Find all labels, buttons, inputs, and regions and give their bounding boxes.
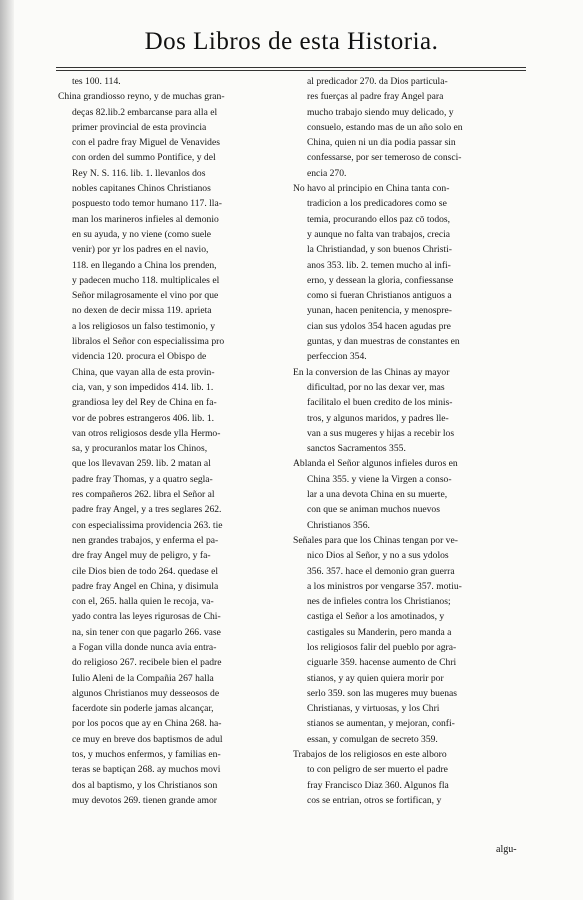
index-entry-line: padre fray Angel, y a tres seglares 262. <box>72 504 222 516</box>
index-entry-line: cile Dios bien de todo 264. quedase el <box>72 565 219 577</box>
index-column-left <box>58 74 276 808</box>
index-entry-line: China grandiosso reyno, y de muchas gran- <box>58 91 225 103</box>
index-entry-line: sa, y procuranlos matar los Chinos, <box>72 443 208 455</box>
index-entry-line: China, que vayan alla de esta provin- <box>72 366 215 378</box>
index-entry-line: serlo 359. son las mugeres muy buenas <box>307 687 458 699</box>
index-entry-line: castiga el Señor a los amotinados, y <box>307 611 445 623</box>
running-title: Dos Libros de esta Historia. <box>144 28 439 55</box>
index-entry-line: primer provincial de esta provincia <box>72 121 207 133</box>
index-entry-line: dre fray Angel muy de peligro, y fa- <box>72 550 211 562</box>
index-entry-line: videncia 120. procura el Obispo de <box>72 351 207 363</box>
index-entry-line: yado contra las leyes rigurosas de Chi- <box>72 611 221 623</box>
page-header <box>0 22 583 62</box>
index-entry-line: van otros religiosos desde ylla Hermo- <box>72 427 221 439</box>
index-entry-line: ce muy en breve dos baptismos de adul <box>72 733 223 745</box>
index-entry-line: libralos el Señor con especialissima pro <box>72 336 225 348</box>
index-entry-line: Señales para que los Chinas tengan por ve- <box>293 534 458 546</box>
index-entry-line: con especialissima providencia 263. tie <box>72 519 223 531</box>
index-entry-line: 118. en llegando a China los prenden, <box>72 259 217 271</box>
book-spine-shadow <box>0 0 14 900</box>
index-entry-line: con orden del summo Pontifice, y del <box>72 152 216 164</box>
index-entry-line: tos, y muchos enfermos, y familias en- <box>72 749 221 761</box>
index-entry-line: Iulio Aleni de la Compañia 267 halla <box>72 672 214 684</box>
index-entry-line: Ablanda el Señor algunos infieles duros en <box>293 458 458 470</box>
index-entry-line: y aunque no falta van trabajos, crecia <box>307 228 451 240</box>
index-entry-line: tros, y algunos maridos, y padres lle- <box>307 412 449 424</box>
index-entry-line: al predicador 270. da Dios particula- <box>307 76 448 87</box>
index-entry-line: que los llevavan 259. lib. 2 matan al <box>72 458 211 470</box>
index-entry-line: stianos se aumentan, y mejoran, confi- <box>307 718 455 730</box>
catchword: algu- <box>496 844 517 855</box>
index-entry-line: nen grandes trabajos, y enferma el pa- <box>72 534 219 546</box>
index-entry-line: erno, y dessean la gloria, confiessanse <box>307 274 454 286</box>
index-entry-line: yunan, hacen penitencia, y menospre- <box>307 305 452 317</box>
index-entry-line: en su ayuda, y no viene (como suele <box>72 228 212 240</box>
index-entry-line: stianos, y ay quien quiera morir por <box>307 672 444 684</box>
index-entry-line: res fuerças al padre fray Angel para <box>307 91 444 103</box>
index-entry-line: algunos Christianos muy desseosos de <box>72 687 220 699</box>
index-entry-line: castigales su Manderin, pero manda a <box>307 626 452 638</box>
index-entry-line: consuelo, estando mas de un año solo en <box>307 121 463 133</box>
index-entry-line: cian sus ydolos 354 hacen agudas pre <box>307 320 451 332</box>
index-entry-line: a Fogan villa donde nunca avia entra- <box>72 641 217 653</box>
index-entry-line: cia, van, y son impedidos 414. lib. 1. <box>72 381 214 393</box>
index-entry-line: facilitalo el buen credito de los minis- <box>307 397 453 409</box>
index-entry-line: Señor milagrosamente el vino por que <box>72 290 219 302</box>
index-entry-line: essan, y comulgan de secreto 359. <box>307 733 438 745</box>
index-entry-line: ciguarle 359. hacense aumento de Chri <box>307 657 457 669</box>
index-entry-line: Rey N. S. 116. lib. 1. llevanlos dos <box>72 167 206 179</box>
index-entry-line: to con peligro de ser muerto el padre <box>307 764 448 776</box>
index-entry-line: la Christiandad, y son buenos Christi- <box>307 244 452 256</box>
index-entry-line: anos 353. lib. 2. temen mucho al infi- <box>307 259 451 271</box>
index-entry-line: man los marineros infieles al demonio <box>72 213 219 225</box>
index-column-right <box>293 74 525 808</box>
index-entry-line: a los ministros por vengarse 357. motiu- <box>307 580 462 592</box>
index-entry-line: dos al baptismo, y los Christianos son <box>72 779 218 791</box>
index-entry-line: na, sin tener con que pagarlo 266. vase <box>72 626 221 638</box>
index-entry-line: China 355. y viene la Virgen a conso- <box>307 473 452 485</box>
index-entry-line: por los pocos que ay en China 268. ha- <box>72 718 222 730</box>
index-entry-line: y padecen mucho 118. multiplicales el <box>72 274 220 286</box>
index-entry-line: tradicion a los predicadores como se <box>307 198 447 210</box>
index-entry-line: padre fray Thomas, y a quatro segla- <box>72 473 213 485</box>
index-entry-line: China, quien ni un dia podia passar sin <box>307 137 456 149</box>
header-rule-lower <box>56 70 526 71</box>
index-entry-line: Christianas, y virtuosas, y los Chri <box>307 703 440 715</box>
index-entry-line: van a sus mugeres y hijas a recebir los <box>307 427 455 439</box>
index-entry-line: confessarse, por ser temeroso de consci- <box>307 152 462 164</box>
index-entry-line: vor de pobres estrangeros 406. lib. 1. <box>72 412 215 424</box>
index-entry-line: no dexen de decir missa 119. aprieta <box>72 305 212 317</box>
index-entry-line: nobles capitanes Chinos Christianos <box>72 183 211 195</box>
index-entry-line: con el padre fray Miguel de Venavides <box>72 137 220 149</box>
index-entry-line: venir) por yr los padres en el navio, <box>72 244 209 256</box>
index-entry-line: pospuesto todo temor humano 117. lla- <box>72 198 222 210</box>
index-entry-line: a los religiosos un falso testimonio, y <box>72 320 216 332</box>
index-entry-line: sanctos Sacramentos 355. <box>307 443 406 455</box>
index-entry-line: como si fueran Christianos antiguos a <box>307 290 452 302</box>
index-entry-line: No havo al principio en China tanta con- <box>293 183 450 195</box>
index-entry-line: fray Francisco Diaz 360. Algunos fla <box>307 779 449 791</box>
index-entry-line: con el, 265. halla quien le recoja, va- <box>72 596 214 608</box>
index-entry-line: los religiosos falir del pueblo por agra- <box>307 641 457 653</box>
index-entry-line: encia 270. <box>307 167 347 179</box>
index-entry-line: muy devotos 269. tienen grande amor <box>72 794 217 806</box>
index-entry-line: do religioso 267. recibele bien el padre <box>72 657 222 669</box>
index-entry-line: con que se animan muchos nuevos <box>307 504 440 516</box>
index-entry-line: nico Dios al Señor, y no a sus ydolos <box>307 550 449 562</box>
index-entry-line: temia, procurando ellos paz cō todos, <box>307 213 451 225</box>
index-entry-line: Christianos 356. <box>307 519 370 531</box>
index-entry-line: guntas, y dan muestras de constantes en <box>307 336 460 348</box>
index-entry-line: tes 100. 114. <box>72 76 121 87</box>
index-entry-line: dificultad, por no las dexar ver, mas <box>307 381 445 393</box>
index-entry-line: grandiosa ley del Rey de China en fa- <box>72 397 217 409</box>
index-entry-line: facerdote sin poderle jamas alcançar, <box>72 703 214 715</box>
index-entry-line: perfeccion 354. <box>307 351 367 363</box>
index-entry-line: res compañeros 262. libra el Señor al <box>72 489 215 501</box>
index-entry-line: Trabajos de los religiosos en este alboro <box>293 749 447 761</box>
index-entry-line: cos se entrian, otros se fortifican, y <box>307 794 442 806</box>
index-entry-line: nes de infieles contra los Christianos; <box>307 596 451 608</box>
header-rule <box>56 67 526 68</box>
index-entry-line: deças 82.lib.2 embarcanse para alla el <box>72 106 218 118</box>
index-entry-line: padre fray Angel en China, y disimula <box>72 580 219 592</box>
index-entry-line: 356. 357. hace el demonio gran guerra <box>307 565 455 577</box>
index-entry-line: mucho trabajo siendo muy delicado, y <box>307 106 454 118</box>
index-entry-line: lar a una devota China en su muerte, <box>307 489 448 501</box>
index-entry-line: teras se baptiçan 268. ay muchos movi <box>72 764 221 776</box>
index-entry-line: En la conversion de las Chinas ay mayor <box>293 366 450 378</box>
